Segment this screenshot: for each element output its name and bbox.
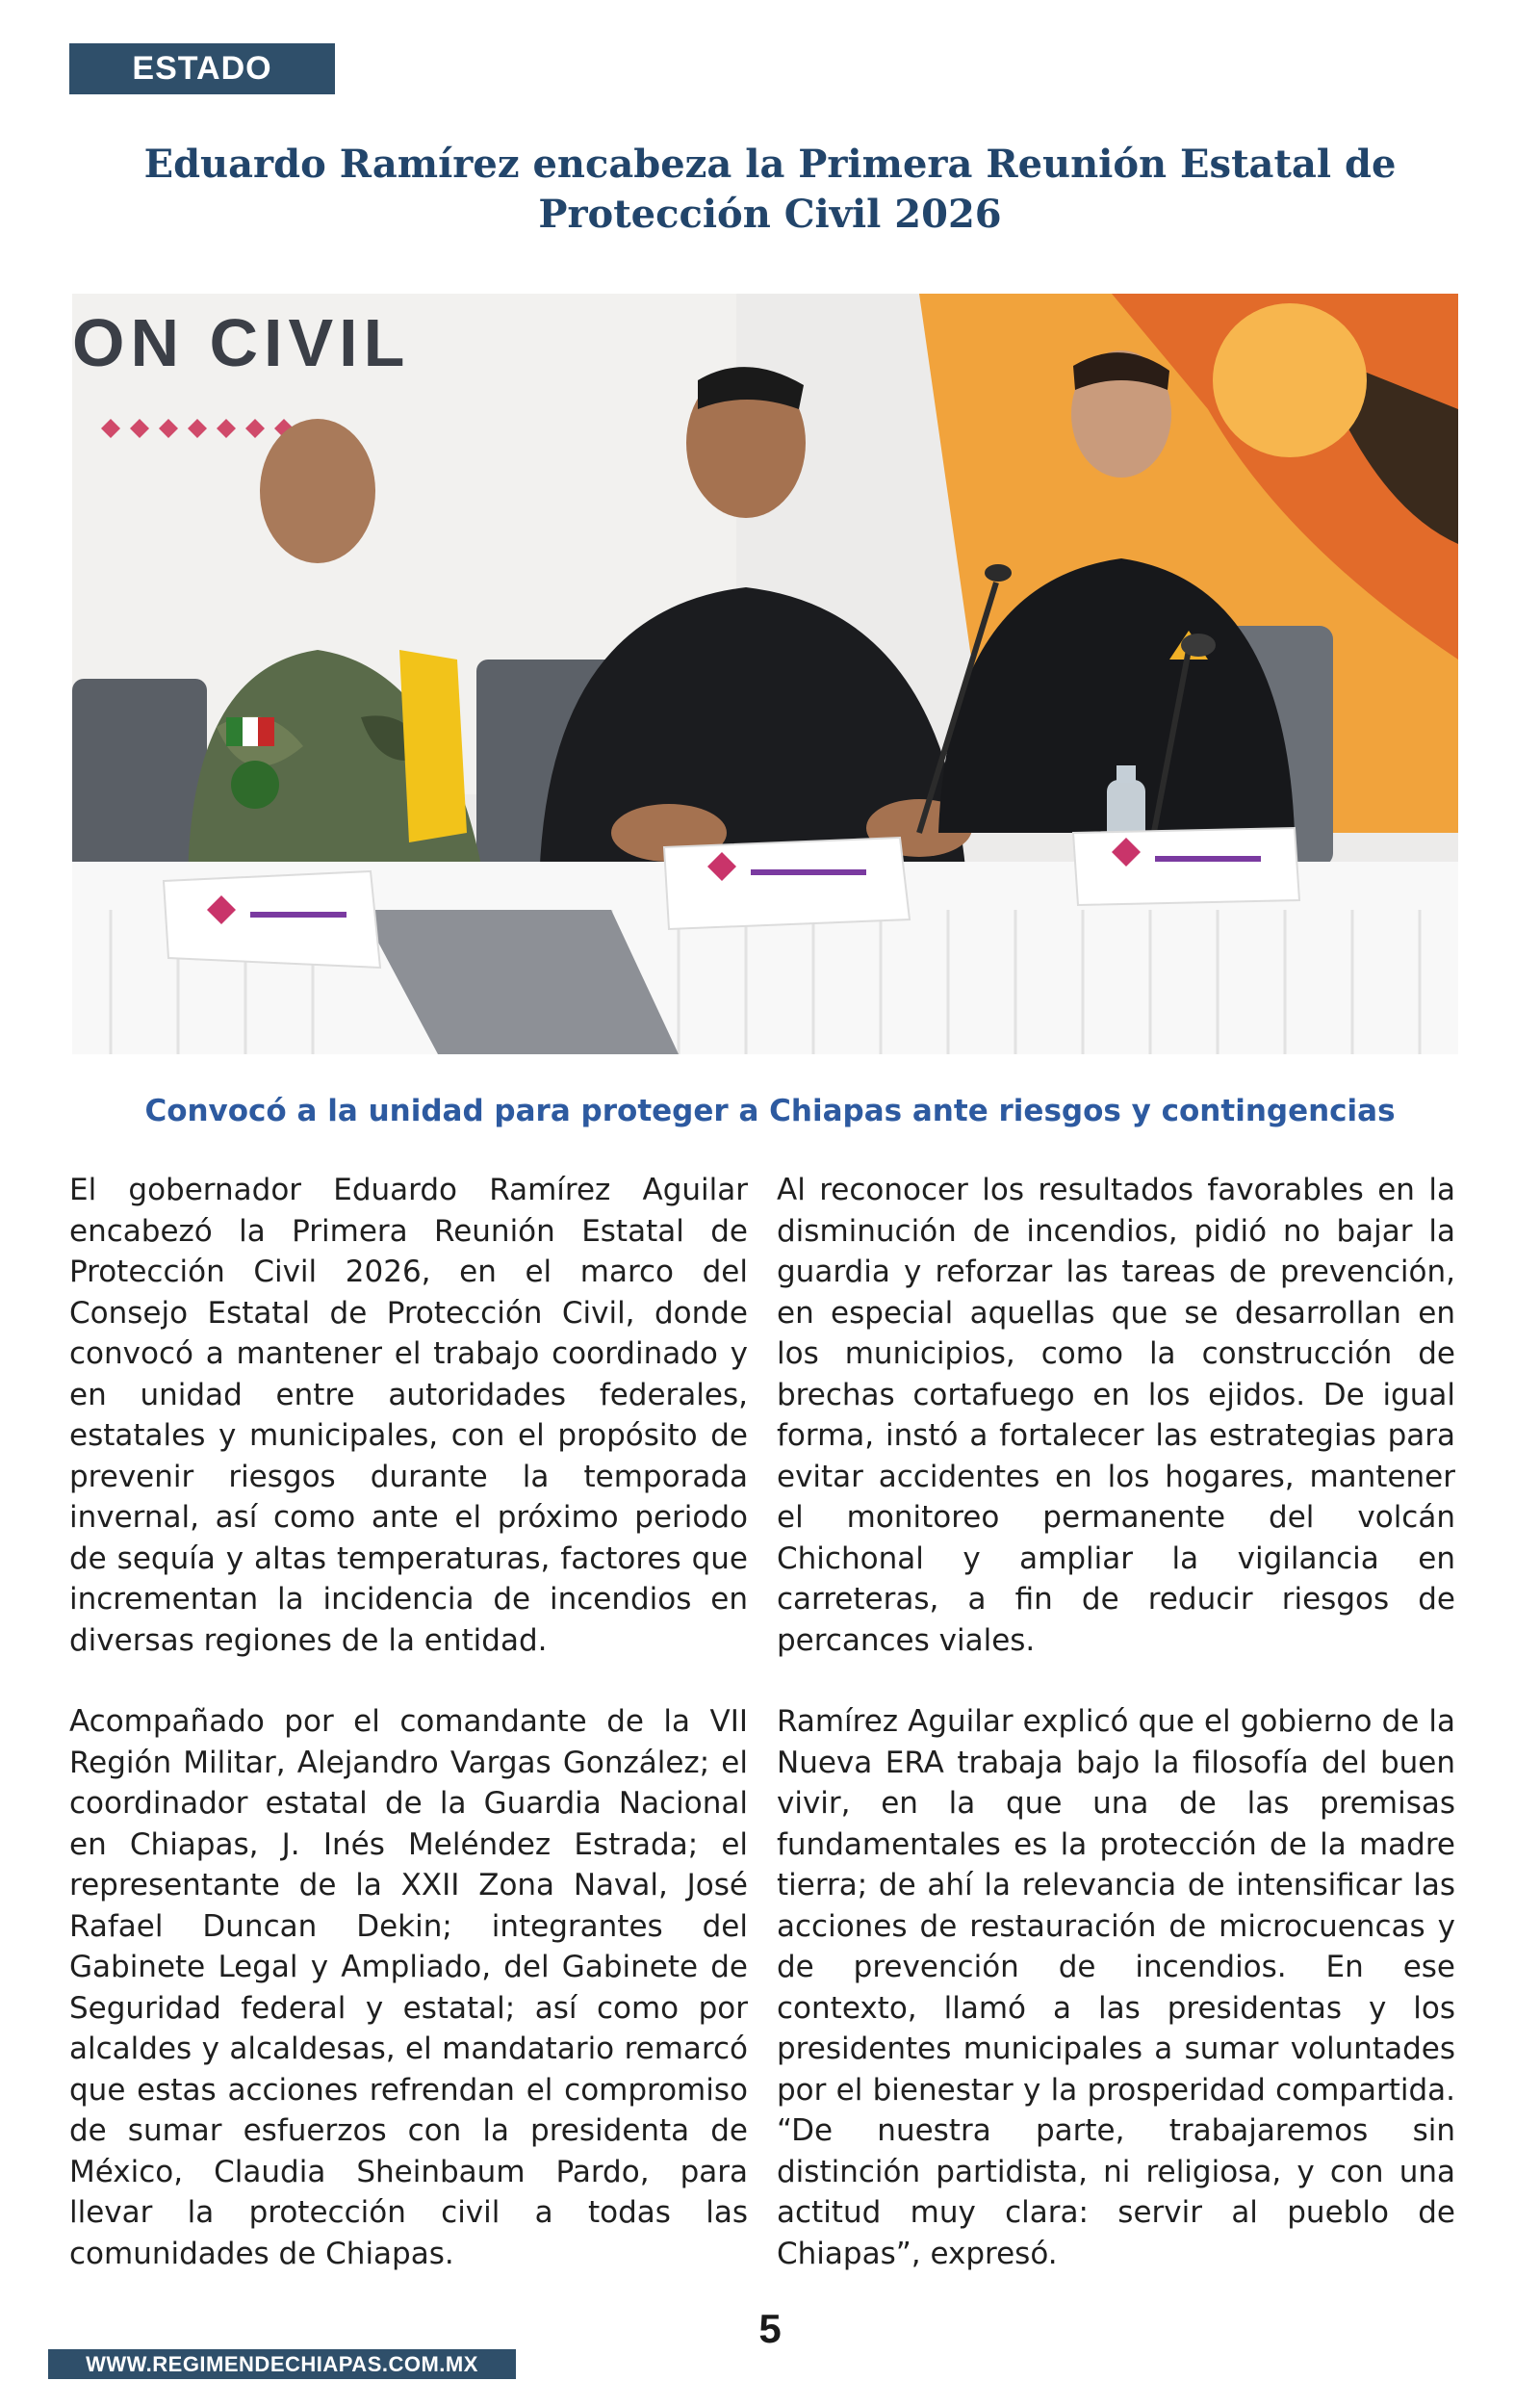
paragraph: Ramírez Aguilar explicó que el gobierno de la Nueva ERA trabaja bajo la filosofía del buen vivir, en la que una de las premisas fundamentales es la protección de la madre tierra; de ahí la relevancia de intensificar las acciones de restauración de microcuencas y de prevención de incendios. En ese contexto, llamó a las presidentas y los presidentes municipales a sumar voluntades por el bienestar y la prosperidad compartida. “De nuestra parte, trabajaremos sin distinción partidista, ni religiosa, y con una actitud muy clara: servir al pueblo de Chiapas”, expresó. [777, 1704, 1455, 2271]
paragraph: El gobernador Eduardo Ramírez Aguilar encabezó la Primera Reunión Estatal de Protección Civil 2026, en el marco del Consejo Estatal de Protección Civil, donde convocó a mantener el trabajo coordinado y en unidad entre autoridades federales, estatales y municipales, con el propósito de prevenir riesgos durante la temporada invernal, así como ante el próximo periodo de sequía y altas temperaturas, factores que incrementan la incidencia de incendios en diversas regiones de la entidad. [69, 1173, 748, 1658]
article-column-left [69, 1170, 748, 2315]
paragraph: Al reconocer los resultados favorables en la disminución de incendios, pidió no bajar la guardia y reforzar las tareas de prevención, en especial aquellas que se desarrollan en los municipios, como la construcción de brechas cortafuego en los ejidos. De igual forma, instó a fortalecer las estrategias para evitar accidentes en los hogares, mantener el monitoreo permanente del volcán Chichonal y ampliar la vigilancia en carreteras, a fin de reducir riesgos de percances viales. [777, 1173, 1455, 1658]
paragraph: Acompañado por el comandante de la VII Región Militar, Alejandro Vargas González; el coordinador estatal de la Guardia Nacional en Chiapas, J. Inés Meléndez Estrada; el representante de la XXII Zona Naval, José Rafael Duncan Dekin; integrantes del Gabinete Legal y Ampliado, del Gabinete de Seguridad federal y estatal; así como por alcaldes y alcaldesas, el mandatario remarcó que estas acciones refrendan el compromiso de sumar esfuerzos con la presidenta de México, Claudia Sheinbaum Pardo, para llevar la protección civil a todas las comunidades de Chiapas. [69, 1704, 748, 2271]
section-tag: ESTADO [69, 43, 335, 94]
article-subtitle: Convocó a la unidad para proteger a Chiapas ante riesgos y contingencias [144, 1094, 1396, 1128]
article-title: Eduardo Ramírez encabeza la Primera Reunión Estatal de Protección Civil 2026 [143, 142, 1397, 237]
article-photo [72, 294, 1458, 1054]
article-column-right [777, 1170, 1455, 2315]
banner-text: ON CIVIL [72, 305, 411, 380]
page-number: 5 [758, 2306, 782, 2351]
press-conference-image [72, 294, 1458, 1054]
footer-website[interactable]: WWW.REGIMENDECHIAPAS.COM.MX [48, 2349, 516, 2379]
